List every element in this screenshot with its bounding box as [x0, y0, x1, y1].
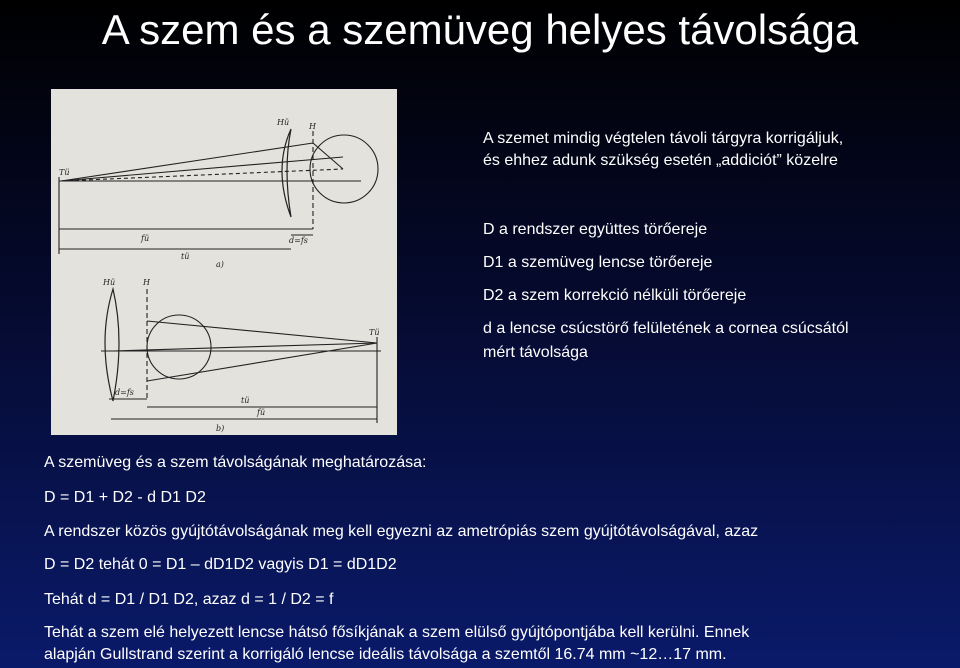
label-t-a: Tü — [59, 168, 70, 177]
formula-1: D = D1 + D2 - d D1 D2 — [44, 489, 206, 506]
label-part-b: b) — [216, 424, 225, 433]
eye-circle-a — [310, 135, 378, 203]
definition-d-line-2: mért távolsága — [483, 344, 588, 361]
intro-line-2: és ehhez adunk szükség esetén „addiciót” közelre — [483, 152, 838, 169]
definition-D1: D1 a szemüveg lencse törőereje — [483, 254, 713, 271]
label-dfs-b: d=fs — [115, 388, 134, 397]
label-hu-b: Hü — [103, 278, 116, 287]
label-fu-b: fü — [257, 408, 266, 417]
page-title: A szem és a szemüveg helyes távolsága — [101, 6, 859, 53]
definition-D2: D2 a szem korrekció nélküli törőereje — [483, 287, 747, 304]
definition-d-line-1: d a lencse csúcstörő felületének a cornea csúcsától — [483, 320, 849, 337]
definition-D: D a rendszer együttes törőereje — [483, 221, 708, 238]
lens-a — [282, 129, 291, 217]
diagram-a — [59, 129, 378, 254]
sentence-1: A rendszer közös gyújtótávolságának meg kell egyezni az ametrópiás szem gyújtótávolságával, azaz — [44, 523, 759, 540]
label-h-a: H — [309, 122, 316, 131]
label-h-b: H — [143, 278, 150, 287]
intro-line-1: A szemet mindig végtelen távoli tárgyra korrigáljuk, — [483, 130, 844, 147]
conclusion-line-1: Tehát a szem elé helyezett lencse hátsó fősíkjának a szem elülső gyújtópontjába kell kerülni. Ennek — [44, 624, 750, 641]
label-tu-a: tü — [181, 252, 190, 261]
label-part-a: a) — [216, 260, 224, 269]
section-heading: A szemüveg és a szem távolságának meghatározása: — [44, 454, 427, 471]
label-tu-b: tü — [241, 396, 250, 405]
formula-2: D = D2 tehát 0 = D1 – dD1D2 vagyis D1 = dD1D2 — [44, 556, 397, 573]
label-t-b: Tü — [369, 328, 380, 337]
optics-diagram — [51, 89, 397, 435]
conclusion-line-2: alapján Gullstrand szerint a korrigáló lencse ideális távolsága a szemtől 16.74 mm ~12…17 mm. — [44, 646, 727, 663]
label-fu-a: fü — [141, 234, 150, 243]
label-hu-a: Hü — [277, 118, 290, 127]
lens-b — [105, 289, 119, 401]
label-dfs-a: d=fs — [289, 236, 308, 245]
formula-3: Tehát d = D1 / D1 D2, azaz d = 1 / D2 = f — [44, 591, 334, 608]
